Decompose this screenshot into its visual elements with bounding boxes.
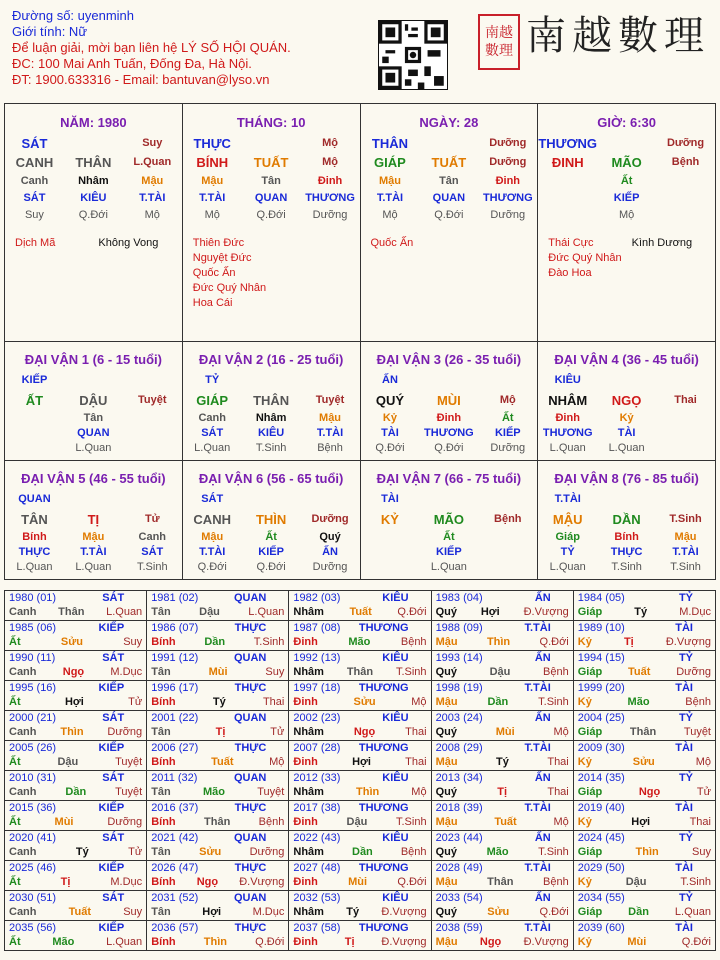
year-cell: 1990 (11) SÁT Canh Ngọ M.Dục [5, 651, 147, 681]
year-cell: 2025 (46) KIẾP Ất Tị M.Dục [5, 861, 147, 891]
year-cell: 1982 (03) KIÊU Nhâm Tuất Q.Đới [289, 591, 431, 621]
year-cell: 2034 (55) TỶ Giáp Dần L.Quan [573, 891, 715, 921]
year-cell: 2027 (48) THƯƠNG Đinh Mùi Q.Đới [289, 861, 431, 891]
years-table [4, 590, 716, 951]
year-cell: 2039 (60) TÀI Kỷ Mùi Q.Đới [573, 921, 715, 951]
year-cell: 2010 (31) SÁT Canh Dần Tuyệt [5, 771, 147, 801]
year-cell: 1980 (01) SÁT Canh Thân L.Quan [5, 591, 147, 621]
year-cell: 2002 (23) KIÊU Nhâm Ngọ Thai [289, 711, 431, 741]
year-cell: 2026 (47) THỰC Bính Ngọ Đ.Vượng [147, 861, 289, 891]
year-cell: 2013 (34) ẤN Quý Tị Thai [431, 771, 573, 801]
year-cell: 2028 (49) T.TÀI Mậu Thân Bệnh [431, 861, 573, 891]
year-cell: 2009 (30) TÀI Kỷ Sửu Mộ [573, 741, 715, 771]
year-cell: 2012 (33) KIÊU Nhâm Thìn Mộ [289, 771, 431, 801]
year-cell: 1997 (18) THƯƠNG Đinh Sửu Mộ [289, 681, 431, 711]
dai-van-8: ĐẠI VẬN 8 (76 - 85 tuổi) T.TÀI MẬU DẦN T.Sinh Giáp Bính Mậu TỶ THỰC T.TÀI L.Quan T.Sinh T.Sinh [538, 461, 716, 580]
year-cell: 2016 (37) THỰC Bính Thân Bệnh [147, 801, 289, 831]
year-cell: 2007 (28) THƯƠNG Đinh Hợi Thai [289, 741, 431, 771]
year-cell: 1985 (06) KIẾP Ất Sửu Suy [5, 621, 147, 651]
pillar-day: NGÀY: 28 THÂN Dưỡng GIÁP TUẤT Dưỡng Mậu Tân Đinh T.TÀI QUAN THƯƠNG Mộ Q.Đới Dưỡng Quốc Ấn [360, 104, 538, 342]
year-cell: 2020 (41) SÁT Canh Tý Tử [5, 831, 147, 861]
year-cell: 2023 (44) ẤN Quý Mão T.Sinh [431, 831, 573, 861]
account-line: Đường số: uyenminh [12, 8, 135, 23]
pillar-hour: GIỜ: 6:30 THƯƠNG Dưỡng ĐINH MÃO Bệnh Ất KIẾP Mộ Thái Cực Kình Dương Đức Quý Nhân Đào Hoa [538, 104, 716, 342]
year-cell: 1987 (08) THƯƠNG Đinh Mão Bệnh [289, 621, 431, 651]
year-cell: 2000 (21) SÁT Canh Thìn Dưỡng [5, 711, 147, 741]
year-cell: 1981 (02) QUAN Tân Dậu L.Quan [147, 591, 289, 621]
year-cell: 2032 (53) KIÊU Nhâm Tý Đ.Vượng [289, 891, 431, 921]
year-cell: 2015 (36) KIẾP Ất Mùi Dưỡng [5, 801, 147, 831]
year-cell: 2037 (58) THƯƠNG Đinh Tị Đ.Vượng [289, 921, 431, 951]
year-cell: 2017 (38) THƯƠNG Đinh Dậu T.Sinh [289, 801, 431, 831]
year-cell: 2036 (57) THỰC Bính Thìn Q.Đới [147, 921, 289, 951]
year-cell: 2031 (52) QUAN Tân Hợi M.Dục [147, 891, 289, 921]
year-cell: 2024 (45) TỶ Giáp Thìn Suy [573, 831, 715, 861]
dai-van-2: ĐẠI VẬN 2 (16 - 25 tuổi) TỶ GIÁP THÂN Tuyệt Canh Nhâm Mậu SÁT KIÊU T.TÀI L.Quan T.Sinh Bệnh [182, 342, 360, 461]
dai-van-6: ĐẠI VẬN 6 (56 - 65 tuổi) SÁT CANH THÌN Dưỡng Mậu Ất Quý T.TÀI KIẾP ẤN Q.Đới Q.Đới Dưỡng [182, 461, 360, 580]
year-cell: 2004 (25) TỶ Giáp Thân Tuyệt [573, 711, 715, 741]
phone-email-line[interactable]: ĐT: 1900.633316 - Email: bantuvan@lyso.vn [12, 72, 270, 87]
year-cell: 2006 (27) THỰC Bính Tuất Mộ [147, 741, 289, 771]
year-cell: 2003 (24) ẤN Quý Mùi Mộ [431, 711, 573, 741]
year-cell: 1988 (09) T.TÀI Mậu Thìn Q.Đới [431, 621, 573, 651]
year-cell: 1992 (13) KIÊU Nhâm Thân T.Sinh [289, 651, 431, 681]
brand-logo: 南越數理 [526, 13, 710, 59]
year-cell: 2008 (29) T.TÀI Mậu Tý Thai [431, 741, 573, 771]
year-cell: 1996 (17) THỰC Bính Tý Thai [147, 681, 289, 711]
contact-line: Để luận giải, mời bạn liên hệ LÝ SỐ HỘI QUÁN. [12, 40, 291, 55]
year-cell: 1999 (20) TÀI Kỷ Mão Bệnh [573, 681, 715, 711]
year-cell: 2011 (32) QUAN Tân Mão Tuyệt [147, 771, 289, 801]
year-cell: 2021 (42) QUAN Tân Sửu Dưỡng [147, 831, 289, 861]
year-cell: 1994 (15) TỶ Giáp Tuất Dưỡng [573, 651, 715, 681]
year-cell: 1998 (19) T.TÀI Mậu Dần T.Sinh [431, 681, 573, 711]
gender-line: Giới tính: Nữ [12, 24, 88, 39]
year-cell: 2030 (51) SÁT Canh Tuất Suy [5, 891, 147, 921]
year-cell: 2014 (35) TỶ Giáp Ngọ Tử [573, 771, 715, 801]
year-cell: 1993 (14) ẤN Quý Dậu Bệnh [431, 651, 573, 681]
pillar-year: NĂM: 1980 SÁT Suy CANH THÂN L.Quan Canh Nhâm Mậu SÁT KIÊU T.TÀI Suy Q.Đới Mộ Dịch Mã Không Vong [5, 104, 183, 342]
year-cell: 1995 (16) KIẾP Ất Hợi Tử [5, 681, 147, 711]
year-cell: 2019 (40) TÀI Kỷ Hợi Thai [573, 801, 715, 831]
dai-van-7: ĐẠI VẬN 7 (66 - 75 tuổi) TÀI KỶ MÃO Bệnh Ất KIẾP L.Quan [360, 461, 538, 580]
dai-van-1: ĐẠI VẬN 1 (6 - 15 tuổi) KIẾP ẤT DẬU Tuyệt Tân QUAN L.Quan [5, 342, 183, 461]
dai-van-3: ĐẠI VẬN 3 (26 - 35 tuổi) ẤN QUÝ MÙI Mộ Kỷ Đinh Ất TÀI THƯƠNG KIẾP Q.Đới Q.Đới Dưỡng [360, 342, 538, 461]
year-cell: 2035 (56) KIẾP Ất Mão L.Quan [5, 921, 147, 951]
dai-van-5: ĐẠI VẬN 5 (46 - 55 tuổi) QUAN TÂN TỊ Tử Bính Mậu Canh THỰC T.TÀI SÁT L.Quan L.Quan T.Sinh [5, 461, 183, 580]
year-cell: 1991 (12) QUAN Tân Mùi Suy [147, 651, 289, 681]
year-cell: 1983 (04) ẤN Quý Hợi Đ.Vượng [431, 591, 573, 621]
pillar-month: THÁNG: 10 THỰC Mộ BÍNH TUẤT Mộ Mậu Tân Đinh T.TÀI QUAN THƯƠNG Mộ Q.Đới Dưỡng Thiên Đức Nguyệt Đức Quốc Ấn Đức Quý Nhân Hoa Cái [182, 104, 360, 342]
year-cell: 2005 (26) KIẾP Ất Dậu Tuyệt [5, 741, 147, 771]
year-cell: 2029 (50) TÀI Kỷ Dậu T.Sinh [573, 861, 715, 891]
year-cell: 2022 (43) KIÊU Nhâm Dần Bệnh [289, 831, 431, 861]
year-cell: 2033 (54) ẤN Quý Sửu Q.Đới [431, 891, 573, 921]
year-cell: 2001 (22) QUAN Tân Tị Tử [147, 711, 289, 741]
address-line: ĐC: 100 Mai Anh Tuấn, Đống Đa, Hà Nội. [12, 56, 252, 71]
year-cell: 1989 (10) TÀI Kỷ Tị Đ.Vượng [573, 621, 715, 651]
pillars-table [4, 103, 716, 580]
qr-code-icon [378, 20, 448, 90]
header-info [12, 8, 372, 88]
year-cell: 1984 (05) TỶ Giáp Tý M.Dục [573, 591, 715, 621]
year-cell: 1986 (07) THỰC Bính Dần T.Sinh [147, 621, 289, 651]
year-cell: 2038 (59) T.TÀI Mậu Ngọ Đ.Vượng [431, 921, 573, 951]
dai-van-4: ĐẠI VẬN 4 (36 - 45 tuổi) KIÊU NHÂM NGỌ Thai Đinh Kỷ THƯƠNG TÀI L.Quan L.Quan [538, 342, 716, 461]
year-cell: 2018 (39) T.TÀI Mậu Tuất Mộ [431, 801, 573, 831]
red-seal-icon: 南越數理 [478, 14, 520, 70]
